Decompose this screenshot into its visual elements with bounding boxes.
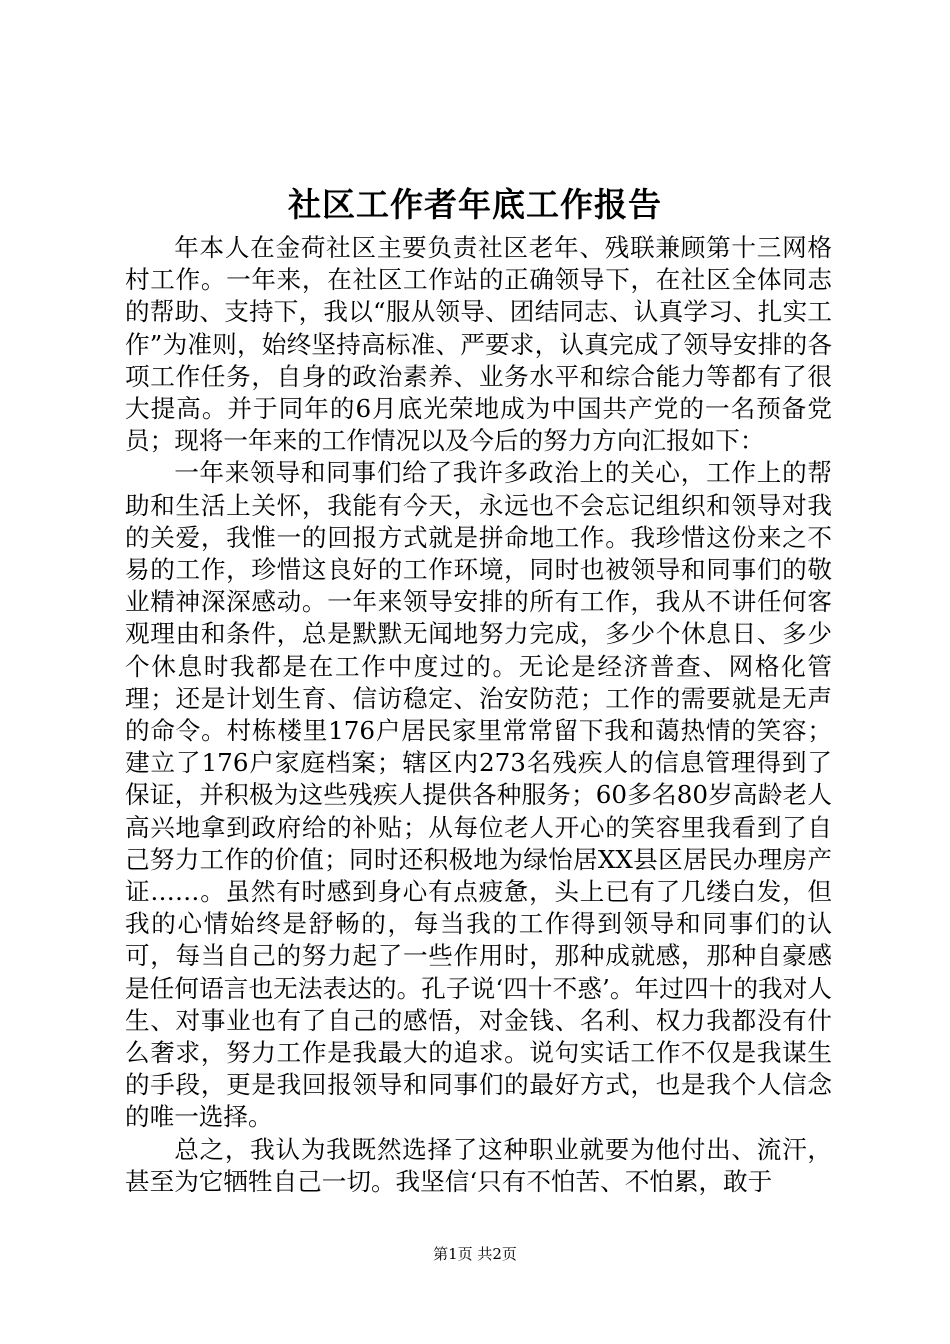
paragraph-1: 年本人在金荷社区主要负责社区老年、残联兼顾第十三网格村工作。一年来，在社区工作站的正确领导下，在社区全体同志的帮助、支持下，我以“服从领导、团结同志、认真学习、扎实工作”为准则，始终坚持高标准、严要求，认真完成了领导安排的各项工作任务，自身的政治素养、业务水平和综合能力等都有了很大提高。并于同年的6月底光荣地成为中国共产党的一名预备党员；现将一年来的工作情况以及今后的努力方向汇报如下：	[125, 233, 832, 456]
document-body	[125, 232, 832, 1198]
document-title: 社区工作者年底工作报告	[288, 185, 662, 224]
paragraph-3: 总之，我认为我既然选择了这种职业就要为他付出、流汗，甚至为它牺牲自己一切。我坚信‘只有不怕苦、不怕累，敢于	[125, 1134, 832, 1196]
page-footer: 第1页 共2页	[433, 1245, 517, 1263]
paragraph-2: 一年来领导和同事们给了我许多政治上的关心，工作上的帮助和生活上关怀，我能有今天，永远也不会忘记组织和领导对我的关爱，我惟一的回报方式就是拼命地工作。我珍惜这份来之不易的工作，珍惜这良好的工作环境，同时也被领导和同事们的敬业精神深深感动。一年来领导安排的所有工作，我从不讲任何客观理由和条件，总是默默无闻地努力完成，多少个休息日、多少个休息时我都是在工作中度过的。无论是经济普查、网格化管理；还是计划生育、信访稳定、治安防范；工作的需要就是无声的命令。村栋楼里176户居民家里常常留下我和蔼热情的笑容；建立了176户家庭档案；辖区内273名残疾人的信息管理得到了保证，并积极为这些残疾人提供各种服务；60多名80岁高龄老人高兴地拿到政府给的补贴；从每位老人开心的笑容里我看到了自己努力工作的价值；同时还积极地为绿怡居XX县区居民办理房产证……。虽然有时感到身心有点疲惫，头上已有了几缕白发，但我的心情始终是舒畅的，每当我的工作得到领导和同事们的认可，每当自己的努力起了一些作用时，那种成就感，那种自豪感是任何语言也无法表达的。孔子说‘四十不惑’。年过四十的我对人生、对事业也有了自己的感悟，对金钱、名利、权力我都没有什么奢求，努力工作是我最大的追求。说句实话工作不仅是我谋生的手段，更是我回报领导和同事们的最好方式，也是我个人信念的唯一选择。	[125, 458, 832, 1132]
